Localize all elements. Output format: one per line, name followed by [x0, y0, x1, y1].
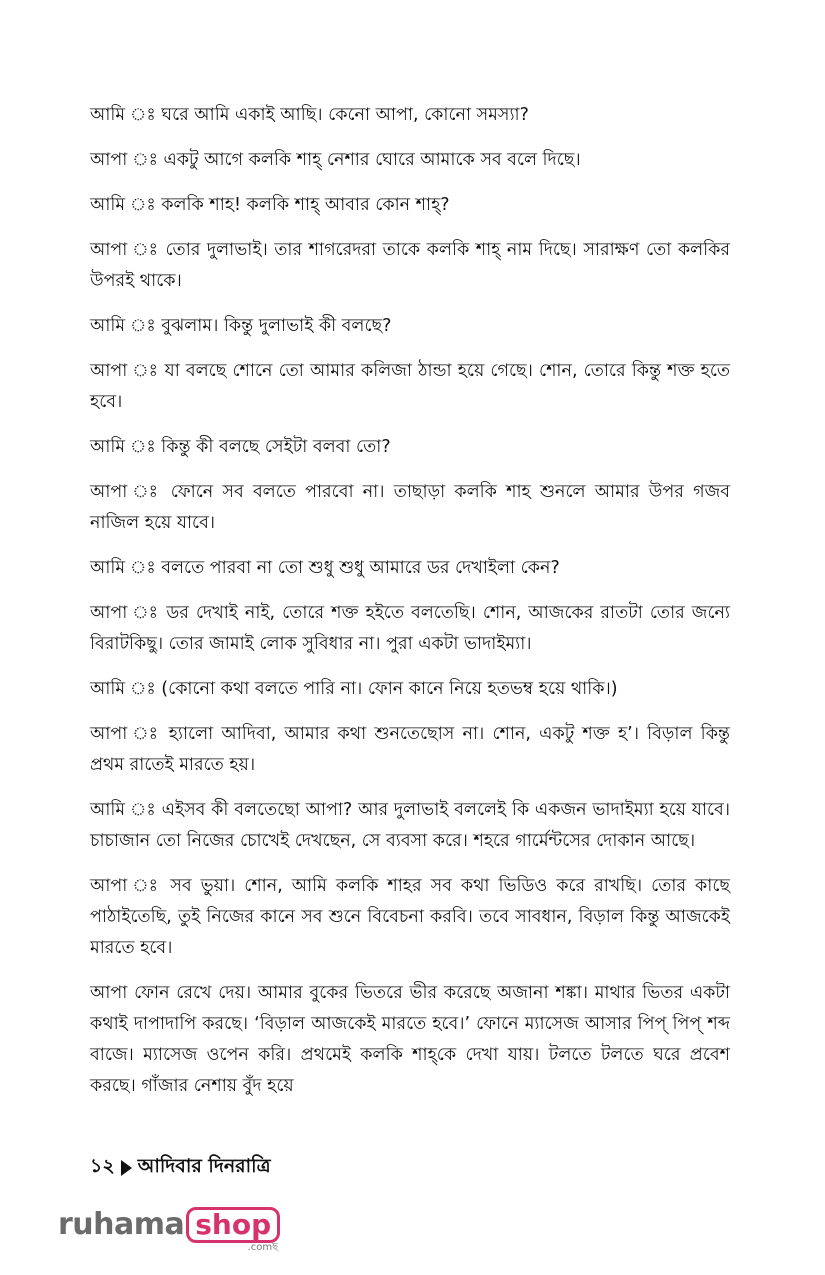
page-number: ১২	[90, 1155, 115, 1177]
ruhama-shop-logo	[58, 1207, 280, 1253]
paragraph: আপা ফোন রেখে দেয়। আমার বুকের ভিতরে ভীর করেছে অজানা শঙ্কা। মাথার ভিতর একটা কথাই দাপাদাপি করছে। ‘বিড়াল আজকেই মারতে হবে।’ ফোনে ম্যাসেজ আসার পিপ্ পিপ্ শব্দ বাজে। ম্যাসেজ ওপেন করি। প্রথমেই কলকি শাহ্‌কে দেখা যায়। টলতে টলতে ঘরে প্রবেশ করছে। গাঁজার নেশায় বুঁদ হয়ে	[90, 983, 730, 1096]
page-body	[90, 100, 730, 1116]
triangle-right-icon	[121, 1160, 132, 1176]
paragraph: আমি ঃ ঘরে আমি একাই আছি। কেনো আপা, কোনো সমস্যা?	[90, 105, 529, 125]
logo-shop-text: shop	[186, 1207, 280, 1243]
paragraph: আপা ঃ ফোনে সব বলতে পারবো না। তাছাড়া কলকি শাহ শুনলে আমার উপর গজব নাজিল হয়ে যাবে।	[90, 482, 730, 533]
paragraph: আপা ঃ তোর দুলাভাই। তার শাগরেদরা তাকে কলকি শাহ্ নাম দিছে। সারাক্ষণ তো কলকির উপরই থাকে।	[90, 240, 730, 291]
paragraph: আমি ঃ বুঝলাম। কিন্তু দুলাভাই কী বলছে?	[90, 316, 392, 336]
paragraph: আমি ঃ বলতে পারবা না তো শুধু শুধু আমারে ডর দেখাইলা কেন?	[90, 558, 560, 578]
paragraph: আপা ঃ যা বলছে শোনে তো আমার কলিজা ঠান্ডা হয়ে গেছে। শোন, তোরে কিন্তু শক্ত হতে হবে।	[90, 361, 730, 412]
paragraph: আপা ঃ ডর দেখাই নাই, তোরে শক্ত হইতে বলতেছি। শোন, আজকের রাতটা তোর জন্যে বিরাটকিছু। তোর জামাই লোক সুবিধার না। পুরা একটা ভাদাইম্যা।	[90, 603, 730, 654]
book-title: আদিবার দিনরাত্রি	[137, 1155, 271, 1177]
logo-ruhama-text: ruhama	[58, 1207, 185, 1242]
paragraph: আমি ঃ কিন্তু কী বলছে সেইটা বলবা তো?	[90, 437, 391, 457]
paragraph: আপা ঃ সব ভুয়া। শোন, আমি কলকি শাহর সব কথা ভিডিও করে রাখছি। তোর কাছে পাঠাইতেছি, তুই নিজের কানে সব শুনে বিবেচনা করবি। তবে সাবধান, বিড়াল কিন্তু আজকেই মারতে হবে।	[90, 876, 730, 958]
logo-shop-box	[186, 1207, 280, 1253]
page-footer	[90, 1152, 271, 1184]
paragraph: আমি ঃ এইসব কী বলতেছো আপা? আর দুলাভাই বললেই কি একজন ভাদাইম্যা হয়ে যাবে। চাচাজান তো নিজের চোখেই দেখছেন, সে ব্যবসা করে। শহরে গার্মেন্টসের দোকান আছে।	[90, 800, 730, 851]
paragraph: আপা ঃ হ্যালো আদিবা, আমার কথা শুনতেছোস না। শোন, একটু শক্ত হ’। বিড়াল কিন্তু প্রথম রাতেই মারতে হয়।	[90, 724, 730, 775]
logo-domain-text: .comছ	[247, 1242, 279, 1253]
paragraph: আমি ঃ কলকি শাহ! কলকি শাহ্ আবার কোন শাহ্?	[90, 195, 450, 215]
paragraph: আমি ঃ (কোনো কথা বলতে পারি না। ফোন কানে নিয়ে হতভম্ব হয়ে থাকি।)	[90, 679, 618, 699]
paragraph: আপা ঃ একটু আগে কলকি শাহ্ নেশার ঘোরে আমাকে সব বলে দিছে।	[90, 150, 581, 170]
